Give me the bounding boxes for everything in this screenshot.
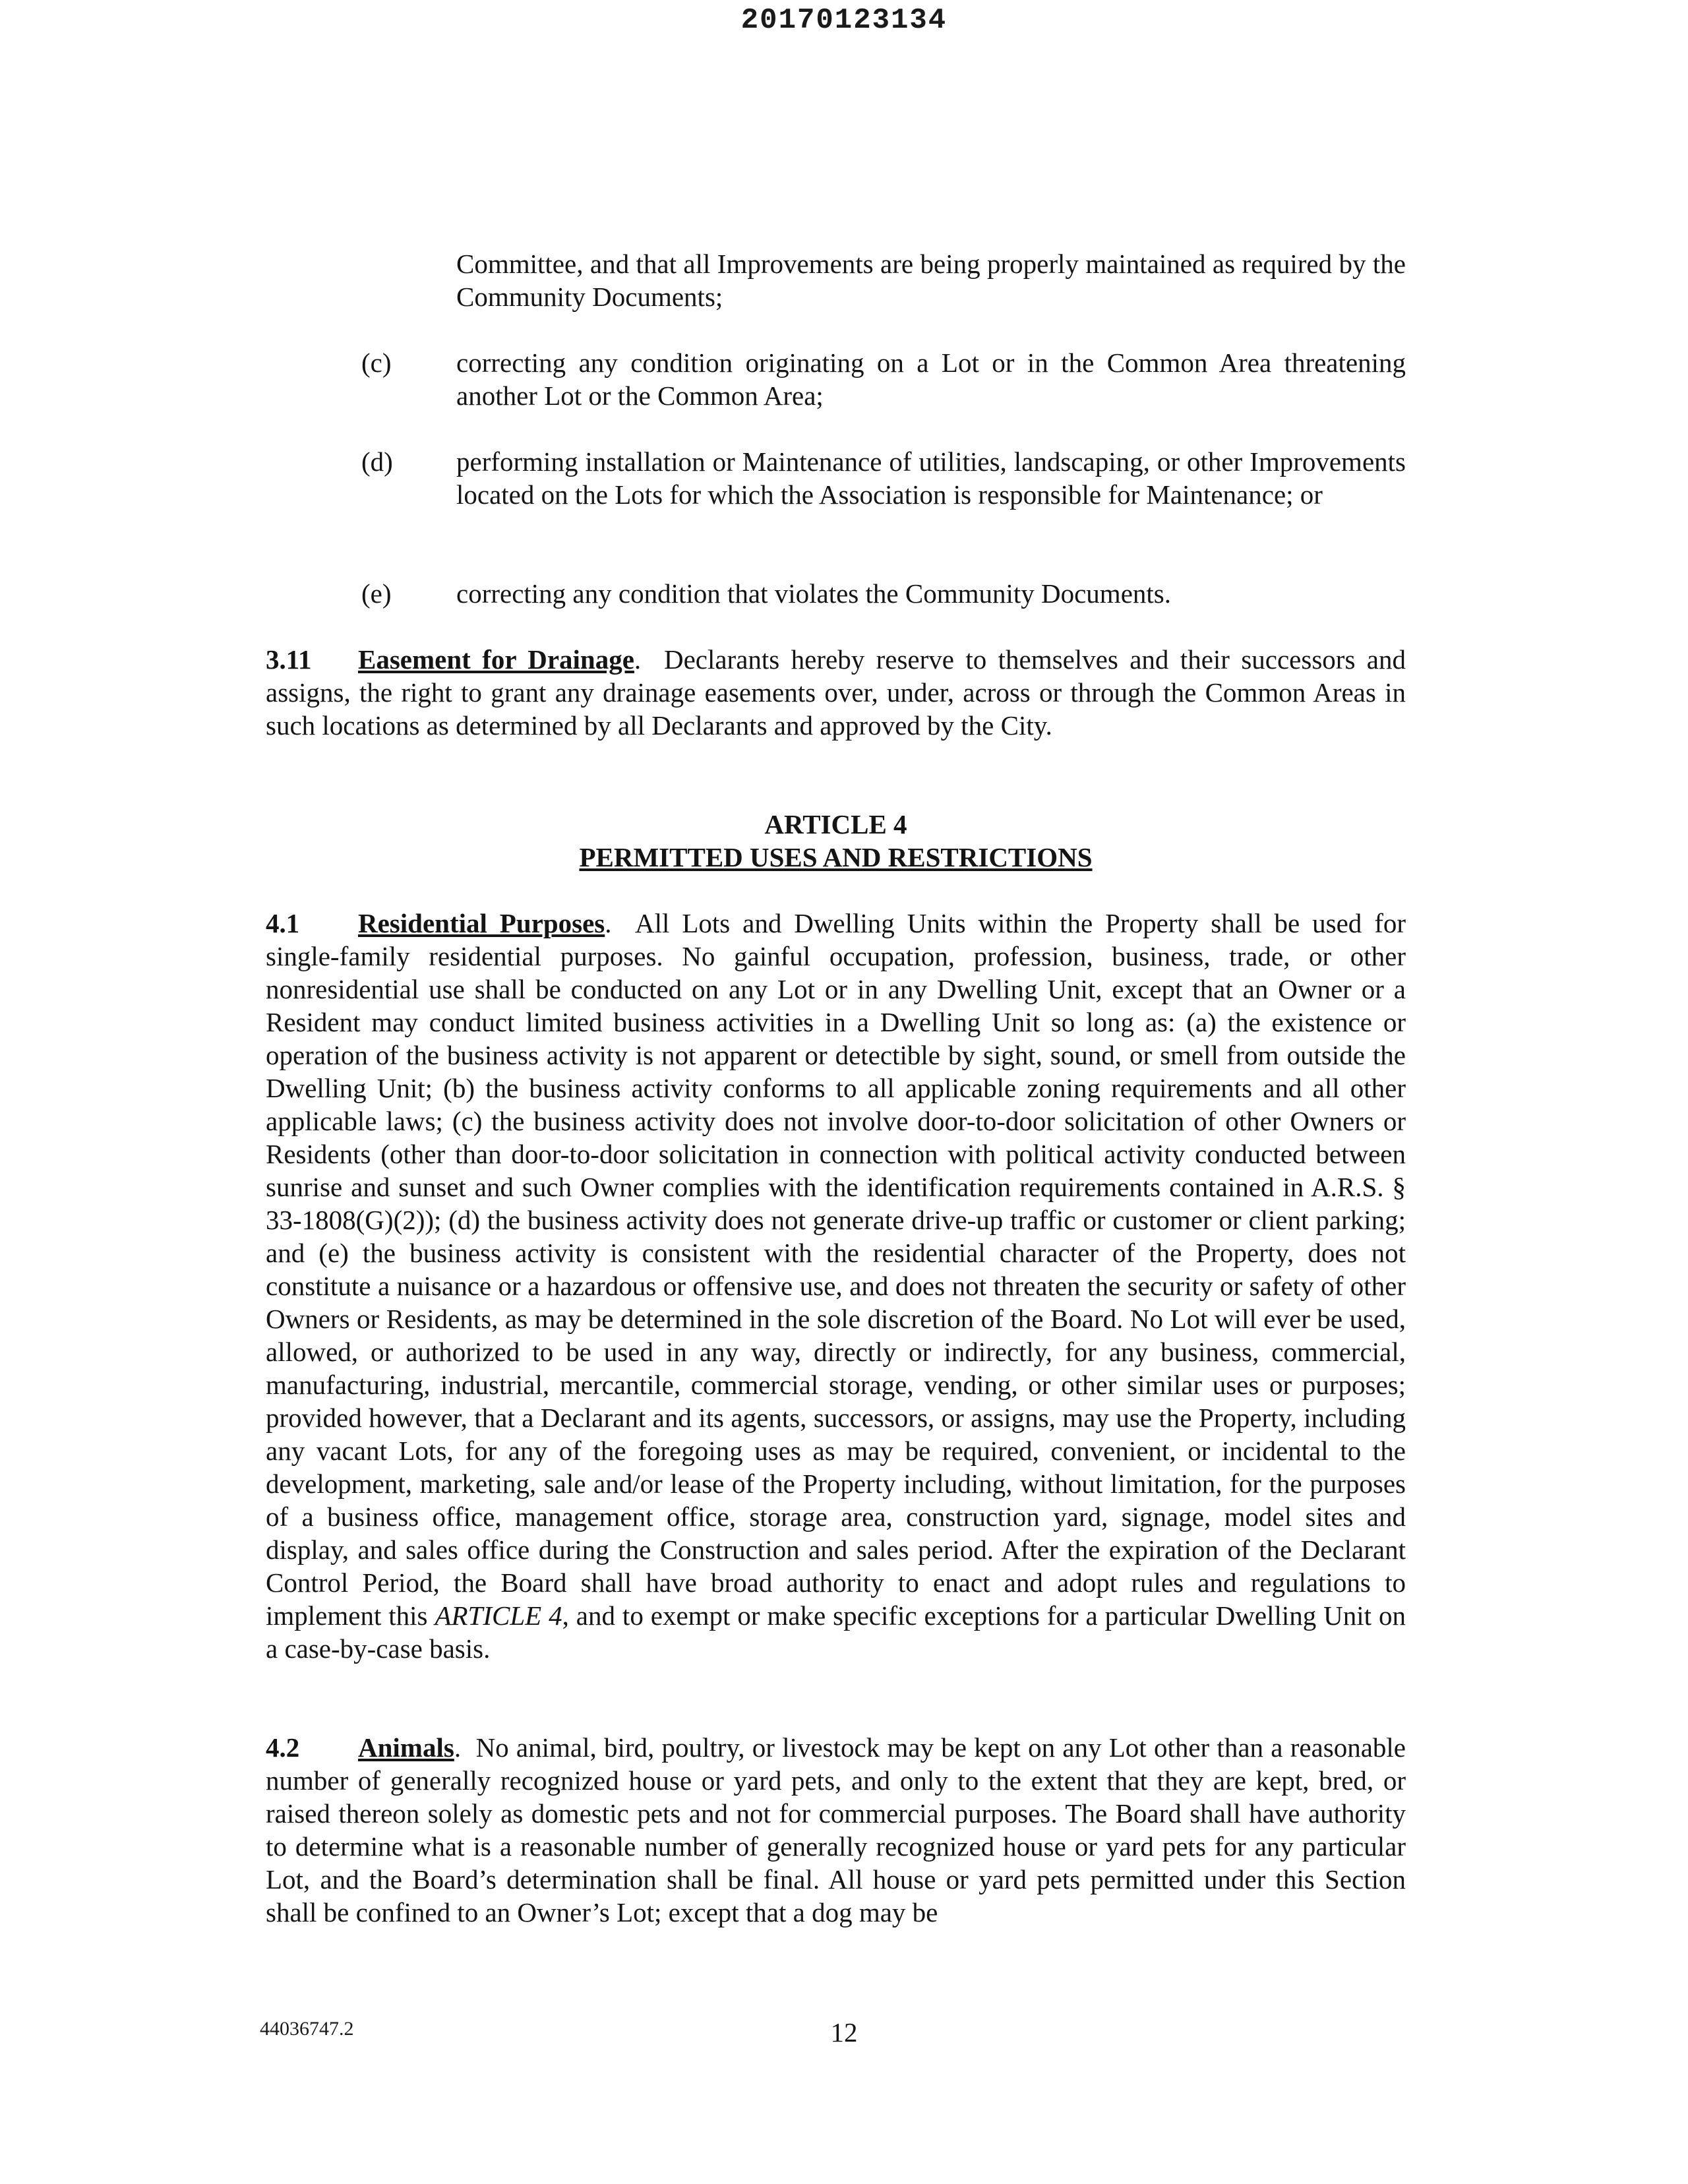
section-number: 4.2 bbox=[266, 1732, 300, 1763]
article-label: ARTICLE 4 bbox=[764, 809, 907, 839]
section-4-2: 4.2 Animals. No animal, bird, poultry, or livestock may be kept on any Lot other than a reasonable number of generally recognized house or yard pets, and only to the extent that they are kept, bred, or raised thereon solely as domestic pets and not for commercial purposes. The Board shall have authority to determine what is a reasonable number of generally recognized house or yard pets for any particular Lot, and the Board’s determination shall be final. All house or yard pets permitted under this Section shall be confined to an Owner’s Lot; except that a dog may be bbox=[266, 1732, 1406, 1927]
footer-document-id: 44036747.2 bbox=[260, 2018, 354, 2040]
list-item-text: performing installation or Maintenance of utilities, landscaping, or other Improvements located on the Lots for which the Association is responsible for Maintenance; or bbox=[456, 446, 1406, 510]
list-marker: (e) bbox=[361, 578, 392, 609]
recording-number: 20170123134 bbox=[740, 4, 948, 37]
section-title: Easement for Drainage bbox=[358, 644, 634, 675]
section-text: No animal, bird, poultry, or livestock may be kept on any Lot other than a reasonable number of generally recognized house or yard pets, and only to the extent that they are kept, bred, or raised thereon solely as domestic pets and not for commercial purposes. The Board shall have authority to determine what is a reasonable number of generally recognized house or yard pets for any particular Lot, and the Board’s determination shall be final. All house or yard pets permitted under this Section shall be confined to an Owner’s Lot; except that a dog may be bbox=[266, 1732, 1406, 1927]
section-number: 3.11 bbox=[266, 644, 312, 675]
section-4-1: 4.1 Residential Purposes. All Lots and Dwelling Units within the Property shall be used for single-family residential purposes. No gainful occupation, profession, business, trade, or other nonresidential use shall be conducted on any Lot or in any Dwelling Unit, except that an Owner or a Resident may conduct limited business activities in a Dwelling Unit so long as: (a) the existence or operation of the business activity is not apparent or detectible by sight, sound, or smell from outside the Dwelling Unit; (b) the business activity conforms to all applicable zoning requirements and all other applicable laws; (c) the business activity does not involve door-to-door solicitation of other Owners or Residents (other than door-to-door solicitation in connection with political activity conducted between sunrise and sunset and such Owner complies with the identification requirements contained in A.R.S. § 33-1808(G)(2)); (d) the business activity does not generate drive-up traffic or customer or client parking; and (e) the business activity is consistent with the residential character of the Property, does not constitute a nuisance or a hazardous or offensive use, and does not threaten the security or safety of other Owners or Residents, as may be determined in the sole discretion of the Board. No Lot will ever be used, allowed, or authorized to be used in any way, directly or indirectly, for any business, commercial, manufacturing, industrial, mercantile, commercial storage, vending, or other similar uses or purposes; provided however, that a Declarant and its agents, successors, or assigns, may use the Property, including any vacant Lots, for any of the foregoing uses as may be required, convenient, or incidental to the development, marketing, sale and/or lease of the Property including, without limitation, for the purposes of a business office, management office, storage area, construction yard, signage, model sites and display, and sales office during the Construction and sales period. After the expiration of the Declarant Control Period, the Board shall have broad authority to enact and adopt rules and regulations to implement this ARTICLE 4, and to exempt or make specific exceptions for a particular Dwelling Unit on a case-by-case basis. bbox=[266, 908, 1406, 1664]
article-heading bbox=[266, 808, 1406, 874]
section-title: Animals bbox=[358, 1732, 454, 1763]
article-title: PERMITTED USES AND RESTRICTIONS bbox=[579, 842, 1093, 872]
section-title: Residential Purposes bbox=[358, 908, 605, 938]
list-marker: (d) bbox=[361, 446, 393, 477]
section-text: Declarants hereby reserve to themselves and their successors and assigns, the right to grant any drainage easements over, under, across or through the Common Areas in such locations as determined by all Declarants and approved by the City. bbox=[266, 644, 1406, 741]
page-number: 12 bbox=[830, 2017, 858, 2048]
article-reference: ARTICLE 4 bbox=[435, 1600, 562, 1631]
section-3-11: 3.11 Easement for Drainage. Declarants hereby reserve to themselves and their successors and assigns, the right to grant any drainage easements over, under, across or through the Common Areas in such locations as determined by all Declarants and approved by the City. bbox=[266, 644, 1406, 741]
continued-paragraph: Committee, and that all Improvements are being properly maintained as required by the Community Documents; bbox=[456, 249, 1406, 312]
section-number: 4.1 bbox=[266, 908, 300, 938]
list-marker: (c) bbox=[361, 348, 392, 378]
list-item-text: correcting any condition originating on a Lot or in the Common Area threatening another Lot or the Common Area; bbox=[456, 348, 1406, 411]
section-text-end: , and to exempt or make specific exceptions for a particular Dwelling Unit on a case-by-case basis. bbox=[266, 1600, 1406, 1664]
section-text: All Lots and Dwelling Units within the Property shall be used for single-family residential purposes. No gainful occupation, profession, business, trade, or other nonresidential use shall be conducted on any Lot or in any Dwelling Unit, except that an Owner or a Resident may conduct limited business activities in a Dwelling Unit so long as: (a) the existence or operation of the business activity is not apparent or detectible by sight, sound, or smell from outside the Dwelling Unit; (b) the business activity conforms to all applicable zoning requirements and all other applicable laws; (c) the business activity does not involve door-to-door solicitation of other Owners or Residents (other than door-to-door solicitation in connection with political activity conducted between sunrise and sunset and such Owner complies with the identification requirements contained in A.R.S. § 33-1808(G)(2)); (d) the business activity does not generate drive-up traffic or customer or client parking; and (e) the business activity is consistent with the residential character of the Property, does not constitute a nuisance or a hazardous or offensive use, and does not threaten the security or safety of other Owners or Residents, as may be determined in the sole discretion of the Board. No Lot will ever be used, allowed, or authorized to be used in any way, directly or indirectly, for any business, commercial, manufacturing, industrial, mercantile, commercial storage, vending, or other similar uses or purposes; provided however, that a Declarant and its agents, successors, or assigns, may use the Property, including any vacant Lots, for any of the foregoing uses as may be required, convenient, or incidental to the development, marketing, sale and/or lease of the Property including, without limitation, for the purposes of a business office, management office, storage area, construction yard, signage, model sites and display, and sales office during the Construction and sales period. After the expiration of the Declarant Control Period, the Board shall have broad authority to enact and adopt rules and regulations to implement this bbox=[266, 908, 1406, 1631]
list-item-text: correcting any condition that violates the Community Documents. bbox=[456, 578, 1171, 609]
